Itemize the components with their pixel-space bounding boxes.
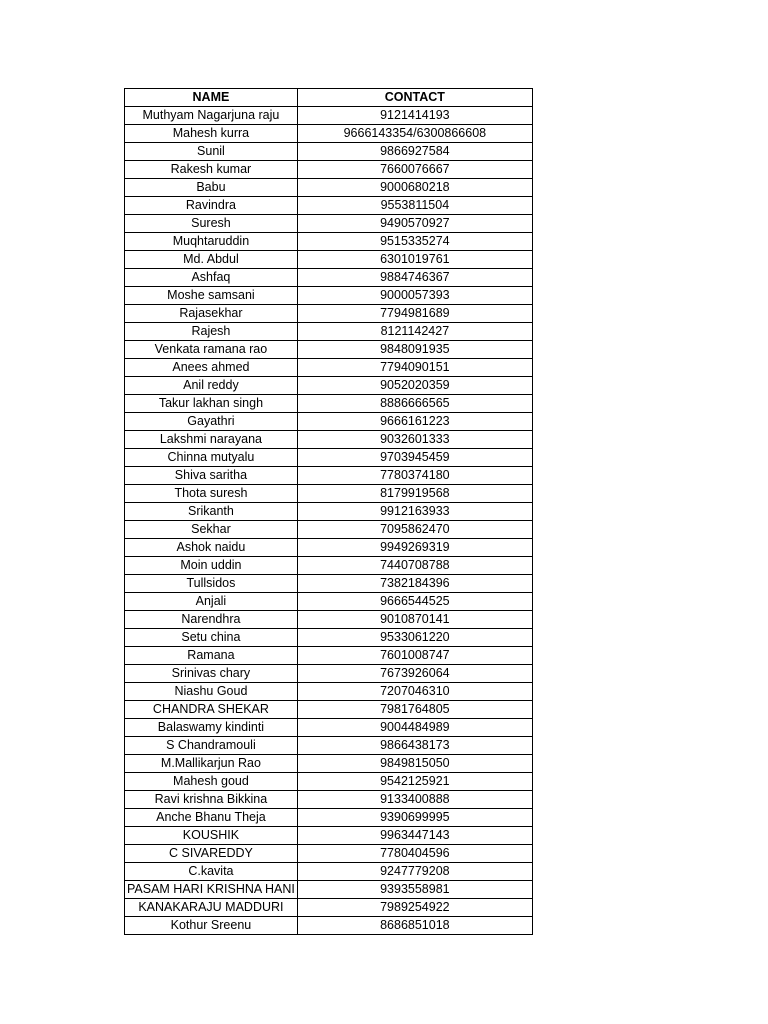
name-cell [125, 359, 298, 377]
table-row [125, 449, 533, 467]
table-row [125, 845, 533, 863]
table-row [125, 755, 533, 773]
contact-cell: 9133400888 [297, 791, 532, 809]
contact-cell: 9848091935 [297, 341, 532, 359]
table-row [125, 539, 533, 557]
table-row [125, 863, 533, 881]
name-text: Anil reddy [183, 378, 239, 392]
table-row [125, 917, 533, 935]
table-row [125, 899, 533, 917]
name-text: Mahesh kurra [172, 126, 250, 140]
name-text: Ramana [187, 648, 235, 662]
name-cell [125, 899, 298, 917]
name-cell [125, 611, 298, 629]
name-cell [125, 287, 298, 305]
name-cell [125, 881, 298, 899]
table-row [125, 179, 533, 197]
table-row [125, 593, 533, 611]
name-text: Tullsidos [186, 576, 236, 590]
contact-cell: 9866438173 [297, 737, 532, 755]
contact-cell: 9666544525 [297, 593, 532, 611]
contact-cell: 9121414193 [297, 107, 532, 125]
name-text: Gayathri [187, 414, 235, 428]
name-cell [125, 737, 298, 755]
name-cell [125, 665, 298, 683]
contact-cell: 9000680218 [297, 179, 532, 197]
contact-cell: 7660076667 [297, 161, 532, 179]
table-row [125, 737, 533, 755]
name-text: S Chandramouli [166, 738, 256, 752]
table-row [125, 107, 533, 125]
name-text: Anche Bhanu Theja [156, 810, 266, 824]
name-text: Venkata ramana rao [154, 342, 268, 356]
table-row [125, 305, 533, 323]
name-cell [125, 467, 298, 485]
name-text: Sunil [197, 144, 225, 158]
table-row [125, 431, 533, 449]
name-cell [125, 269, 298, 287]
name-text: Rakesh kumar [170, 162, 252, 176]
contact-cell: 9393558981 [297, 881, 532, 899]
name-text: Srinivas chary [171, 666, 251, 680]
name-cell [125, 377, 298, 395]
name-cell [125, 629, 298, 647]
table-row [125, 773, 533, 791]
table-row [125, 269, 533, 287]
name-text: Muthyam Nagarjuna raju [142, 108, 280, 122]
table-row [125, 395, 533, 413]
contact-cell: 7673926064 [297, 665, 532, 683]
name-text: Ravi krishna Bikkina [154, 792, 268, 806]
contact-cell: 7382184396 [297, 575, 532, 593]
contact-cell: 9912163933 [297, 503, 532, 521]
name-text: Anjali [195, 594, 227, 608]
table-row [125, 377, 533, 395]
name-text: M.Mallikarjun Rao [160, 756, 261, 770]
name-cell [125, 449, 298, 467]
table-row [125, 881, 533, 899]
name-text: Muqhtaruddin [172, 234, 250, 248]
name-text: Srikanth [188, 504, 234, 518]
name-cell [125, 809, 298, 827]
table-row [125, 125, 533, 143]
name-text: PASAM HARI KRISHNA HANI [127, 882, 295, 896]
contact-cell: 9963447143 [297, 827, 532, 845]
name-cell [125, 719, 298, 737]
contact-cell: 9666161223 [297, 413, 532, 431]
name-cell [125, 701, 298, 719]
table-row [125, 161, 533, 179]
contact-cell: 9010870141 [297, 611, 532, 629]
name-cell [125, 305, 298, 323]
name-cell [125, 395, 298, 413]
contact-cell: 6301019761 [297, 251, 532, 269]
name-cell [125, 827, 298, 845]
header-row [125, 89, 533, 107]
table-row [125, 791, 533, 809]
contact-cell: 9849815050 [297, 755, 532, 773]
table-row [125, 665, 533, 683]
name-text: Balaswamy kindinti [157, 720, 265, 734]
name-text: Thota suresh [174, 486, 248, 500]
table-row [125, 521, 533, 539]
name-cell [125, 755, 298, 773]
contact-cell: 7207046310 [297, 683, 532, 701]
contact-cell: 9490570927 [297, 215, 532, 233]
contact-cell: 9000057393 [297, 287, 532, 305]
name-cell [125, 233, 298, 251]
table-row [125, 215, 533, 233]
contact-cell: 7780374180 [297, 467, 532, 485]
name-text: Shiva saritha [174, 468, 248, 482]
table-row [125, 503, 533, 521]
name-cell [125, 863, 298, 881]
name-cell [125, 593, 298, 611]
contact-cell: 7981764805 [297, 701, 532, 719]
contact-cell: 8886666565 [297, 395, 532, 413]
contact-cell: 7794090151 [297, 359, 532, 377]
table-row [125, 359, 533, 377]
name-text: Lakshmi narayana [159, 432, 262, 446]
contact-cell: 9666143354/6300866608 [297, 125, 532, 143]
contact-cell: 9004484989 [297, 719, 532, 737]
name-text: Anees ahmed [172, 360, 250, 374]
table-row [125, 197, 533, 215]
contact-cell: 7095862470 [297, 521, 532, 539]
name-cell [125, 683, 298, 701]
contact-cell: 9247779208 [297, 863, 532, 881]
name-cell [125, 323, 298, 341]
contact-cell: 8121142427 [297, 323, 532, 341]
table-row [125, 701, 533, 719]
name-text: Mahesh goud [173, 774, 249, 788]
table-row [125, 809, 533, 827]
name-text: CHANDRA SHEKAR [152, 702, 269, 716]
name-cell [125, 197, 298, 215]
name-text: Moin uddin [180, 558, 242, 572]
contact-cell: 9866927584 [297, 143, 532, 161]
contact-cell: 9884746367 [297, 269, 532, 287]
name-text: Kothur Sreenu [170, 918, 252, 932]
name-cell [125, 125, 298, 143]
name-text: Narendhra [181, 612, 241, 626]
name-text: Takur lakhan singh [158, 396, 264, 410]
table-row [125, 647, 533, 665]
name-text: C.kavita [188, 864, 234, 878]
name-cell [125, 431, 298, 449]
contact-cell: 9542125921 [297, 773, 532, 791]
name-cell [125, 179, 298, 197]
name-text: Ravindra [185, 198, 236, 212]
contacts-table [124, 88, 533, 935]
name-text: Md. Abdul [183, 252, 239, 266]
name-cell [125, 107, 298, 125]
name-text: Niashu Goud [174, 684, 248, 698]
table-row [125, 485, 533, 503]
contact-cell: 9553811504 [297, 197, 532, 215]
table-row [125, 143, 533, 161]
contact-cell: 9032601333 [297, 431, 532, 449]
table-row [125, 251, 533, 269]
contact-cell: 8179919568 [297, 485, 532, 503]
name-text: Chinna mutyalu [167, 450, 255, 464]
name-text: Moshe samsani [167, 288, 255, 302]
name-cell [125, 521, 298, 539]
name-cell [125, 791, 298, 809]
table-row [125, 575, 533, 593]
name-text: Ashok naidu [176, 540, 246, 554]
table-body [125, 107, 533, 935]
name-cell [125, 413, 298, 431]
contact-cell: 7601008747 [297, 647, 532, 665]
name-cell [125, 557, 298, 575]
table-row [125, 287, 533, 305]
name-cell [125, 341, 298, 359]
name-text: C SIVAREDDY [169, 846, 253, 860]
name-text: Rajesh [191, 324, 231, 338]
table-row [125, 683, 533, 701]
name-cell [125, 917, 298, 935]
table-row [125, 467, 533, 485]
table-row [125, 413, 533, 431]
name-cell [125, 773, 298, 791]
name-cell [125, 539, 298, 557]
table-row [125, 611, 533, 629]
name-cell [125, 575, 298, 593]
name-cell [125, 647, 298, 665]
contact-cell: 9390699995 [297, 809, 532, 827]
contact-cell: 9052020359 [297, 377, 532, 395]
table-row [125, 341, 533, 359]
table-row [125, 323, 533, 341]
name-cell [125, 503, 298, 521]
name-cell [125, 251, 298, 269]
contact-cell: 9515335274 [297, 233, 532, 251]
contact-cell: 8686851018 [297, 917, 532, 935]
contact-cell: 7780404596 [297, 845, 532, 863]
name-text: Suresh [191, 216, 231, 230]
table-row [125, 827, 533, 845]
table-row [125, 557, 533, 575]
contact-cell: 7989254922 [297, 899, 532, 917]
name-text: Sekhar [191, 522, 231, 536]
contact-cell: 7440708788 [297, 557, 532, 575]
name-text: Setu china [181, 630, 241, 644]
table-row [125, 719, 533, 737]
name-cell [125, 485, 298, 503]
contact-cell: 9949269319 [297, 539, 532, 557]
contact-cell: 9703945459 [297, 449, 532, 467]
name-cell [125, 215, 298, 233]
name-cell [125, 143, 298, 161]
name-cell [125, 845, 298, 863]
name-text: KANAKARAJU MADDURI [138, 900, 284, 914]
name-text: Rajasekhar [179, 306, 243, 320]
name-cell [125, 161, 298, 179]
contact-cell: 9533061220 [297, 629, 532, 647]
contact-cell: 7794981689 [297, 305, 532, 323]
header-name: NAME [125, 89, 298, 107]
name-text: Babu [196, 180, 226, 194]
header-contact: CONTACT [297, 89, 532, 107]
name-text: KOUSHIK [182, 828, 240, 842]
table-row [125, 629, 533, 647]
name-text: Ashfaq [191, 270, 231, 284]
table-row [125, 233, 533, 251]
